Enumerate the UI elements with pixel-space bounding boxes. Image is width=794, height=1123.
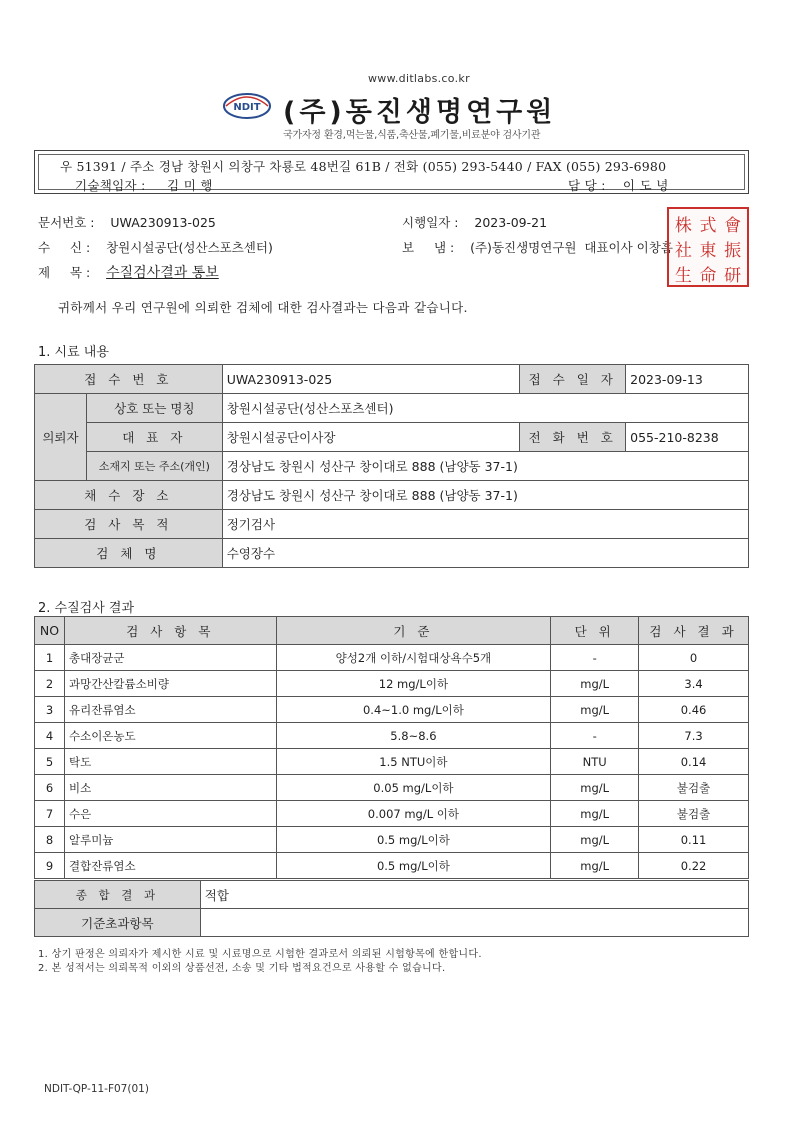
purpose-label: 검 사 목 적 xyxy=(35,510,223,539)
results-table xyxy=(34,616,749,879)
result-standard: 양성2개 이하/시험대상욕수5개 xyxy=(276,645,551,671)
result-standard: 0.05 mg/L이하 xyxy=(276,775,551,801)
header-unit: 단 위 xyxy=(551,617,639,645)
sample-info-table xyxy=(34,364,749,568)
document-code: NDIT-QP-11-F07(01) xyxy=(44,1083,149,1095)
subject: 수질검사결과 통보 xyxy=(106,265,219,281)
result-item: 수은 xyxy=(64,801,276,827)
overall-result-label: 종 합 결 과 xyxy=(35,881,201,909)
header-standard: 기 준 xyxy=(276,617,551,645)
seal-char: 式 xyxy=(699,216,717,236)
company-logo xyxy=(222,92,272,120)
receipt-no-label: 접 수 번 호 xyxy=(35,365,223,394)
sender-row xyxy=(402,238,673,256)
seal-char: 研 xyxy=(724,266,742,286)
result-standard: 5.8~8.6 xyxy=(276,723,551,749)
client-label: 의뢰자 xyxy=(35,394,87,481)
representative-label: 대 표 자 xyxy=(86,423,222,452)
recipient-label: 수 신 : xyxy=(38,240,91,255)
result-unit: NTU xyxy=(551,749,639,775)
header-no: NO xyxy=(35,617,65,645)
result-item: 수소이온농도 xyxy=(64,723,276,749)
subject-label: 제 목 : xyxy=(38,265,91,280)
result-no: 1 xyxy=(35,645,65,671)
result-item: 총대장균군 xyxy=(64,645,276,671)
technical-manager-name: 김 미 행 xyxy=(167,178,213,193)
result-row xyxy=(35,827,749,853)
result-value: 0 xyxy=(639,645,749,671)
result-no: 5 xyxy=(35,749,65,775)
address-label: 소재지 또는 주소(개인) xyxy=(86,452,222,481)
seal-char: 東 xyxy=(699,241,717,261)
seal-char: 社 xyxy=(674,241,692,261)
seal-char: 振 xyxy=(724,241,742,261)
company-seal-stamp xyxy=(667,207,749,287)
company-label: 상호 또는 명칭 xyxy=(86,394,222,423)
result-item: 결합잔류염소 xyxy=(64,853,276,879)
result-item: 과망간산칼륨소비량 xyxy=(64,671,276,697)
result-value: 불검출 xyxy=(639,775,749,801)
result-row xyxy=(35,697,749,723)
purpose: 정기검사 xyxy=(222,510,748,539)
doc-number-row xyxy=(38,213,216,231)
result-unit: mg/L xyxy=(551,775,639,801)
result-value: 3.4 xyxy=(639,671,749,697)
result-value: 0.11 xyxy=(639,827,749,853)
header-result: 검 사 결 과 xyxy=(639,617,749,645)
result-standard: 0.007 mg/L 이하 xyxy=(276,801,551,827)
footnote-1: 1. 상기 판정은 의뢰자가 제시한 시료 및 시료명으로 시험한 결과로서 의뢰된 시험항목에 한합니다. xyxy=(38,949,482,960)
issue-date-label: 시행일자 : xyxy=(402,215,459,230)
result-no: 9 xyxy=(35,853,65,879)
section-2-title: 2. 수질검사 결과 xyxy=(38,601,135,616)
phone: 055-210-8238 xyxy=(626,423,749,452)
result-row xyxy=(35,801,749,827)
result-unit: mg/L xyxy=(551,697,639,723)
doc-number-label: 문서번호 : xyxy=(38,215,95,230)
exceed-items-label: 기준초과항목 xyxy=(35,909,201,937)
result-unit: - xyxy=(551,723,639,749)
result-unit: - xyxy=(551,645,639,671)
receipt-date: 2023-09-13 xyxy=(626,365,749,394)
result-unit: mg/L xyxy=(551,827,639,853)
result-row xyxy=(35,775,749,801)
org-name: (주)동진생명연구원 xyxy=(283,97,557,128)
technical-manager-label: 기술책임자 : xyxy=(75,178,146,193)
sample-name-label: 검 체 명 xyxy=(35,539,223,568)
result-no: 4 xyxy=(35,723,65,749)
result-item: 알루미늄 xyxy=(64,827,276,853)
result-value: 7.3 xyxy=(639,723,749,749)
result-unit: mg/L xyxy=(551,801,639,827)
receipt-date-label: 접 수 일 자 xyxy=(520,365,626,394)
logo-text: NDIT xyxy=(233,102,261,113)
result-standard: 12 mg/L이하 xyxy=(276,671,551,697)
summary-table xyxy=(34,880,749,937)
client-address: 경상남도 창원시 성산구 창이대로 888 (남양동 37-1) xyxy=(222,452,748,481)
sample-name: 수영장수 xyxy=(222,539,748,568)
result-no: 6 xyxy=(35,775,65,801)
result-item: 비소 xyxy=(64,775,276,801)
result-unit: mg/L xyxy=(551,671,639,697)
result-row xyxy=(35,749,749,775)
section-1-title: 1. 시료 내용 xyxy=(38,345,109,360)
result-no: 2 xyxy=(35,671,65,697)
org-subtitle: 국가자정 환경,먹는물,식품,축산물,폐기물,비료분야 검사기관 xyxy=(283,130,541,141)
recipient-row xyxy=(38,238,273,256)
result-standard: 0.5 mg/L이하 xyxy=(276,827,551,853)
sender: (주)동진생명연구원 대표이사 이창흠 xyxy=(470,240,673,255)
website-url: www.ditlabs.co.kr xyxy=(368,72,470,85)
exceed-items xyxy=(200,909,748,937)
result-row xyxy=(35,645,749,671)
seal-char: 會 xyxy=(724,216,742,236)
results-header-row xyxy=(35,617,749,645)
subject-row xyxy=(38,262,219,282)
result-item: 유리잔류염소 xyxy=(64,697,276,723)
sender-label: 보 냄 : xyxy=(402,240,455,255)
footnote-2: 2. 본 성적서는 의뢰목적 이외의 상품선전, 소송 및 기타 법적요건으로 사용할 수 없습니다. xyxy=(38,963,446,974)
result-unit: mg/L xyxy=(551,853,639,879)
result-no: 8 xyxy=(35,827,65,853)
contact-person xyxy=(568,176,669,194)
issue-date: 2023-09-21 xyxy=(474,215,548,230)
result-standard: 0.5 mg/L이하 xyxy=(276,853,551,879)
result-value: 0.14 xyxy=(639,749,749,775)
receipt-no: UWA230913-025 xyxy=(222,365,520,394)
technical-manager xyxy=(75,176,213,194)
result-value: 0.22 xyxy=(639,853,749,879)
seal-char: 生 xyxy=(674,266,692,286)
issue-date-row xyxy=(402,213,547,231)
result-standard: 1.5 NTU이하 xyxy=(276,749,551,775)
result-no: 7 xyxy=(35,801,65,827)
contact-label: 담 당 : xyxy=(568,178,606,193)
recipient: 창원시설공단(성산스포츠센터) xyxy=(106,240,273,255)
result-standard: 0.4~1.0 mg/L이하 xyxy=(276,697,551,723)
result-value: 0.46 xyxy=(639,697,749,723)
phone-label: 전 화 번 호 xyxy=(520,423,626,452)
header-item: 검 사 항 목 xyxy=(64,617,276,645)
intro-text: 귀하께서 우리 연구원에 의뢰한 검체에 대한 검사결과는 다음과 같습니다. xyxy=(58,300,468,315)
sampling-place: 경상남도 창원시 성산구 창이대로 888 (남양동 37-1) xyxy=(222,481,748,510)
seal-char: 株 xyxy=(674,216,692,236)
representative: 창원시설공단이사장 xyxy=(222,423,520,452)
result-no: 3 xyxy=(35,697,65,723)
result-row xyxy=(35,723,749,749)
result-value: 불검출 xyxy=(639,801,749,827)
result-item: 탁도 xyxy=(64,749,276,775)
result-row xyxy=(35,671,749,697)
contact-name: 이 도 녕 xyxy=(622,178,669,193)
result-row xyxy=(35,853,749,879)
address-line: 우 51391 / 주소 경남 창원시 의창구 차룡로 48번길 61B / 전화 (055) 293-5440 / FAX (055) 293-6980 xyxy=(60,159,667,174)
doc-number: UWA230913-025 xyxy=(110,215,216,230)
seal-char: 命 xyxy=(699,266,717,286)
sampling-place-label: 채 수 장 소 xyxy=(35,481,223,510)
overall-result: 적합 xyxy=(200,881,748,909)
company-name: 창원시설공단(성산스포츠센터) xyxy=(222,394,748,423)
